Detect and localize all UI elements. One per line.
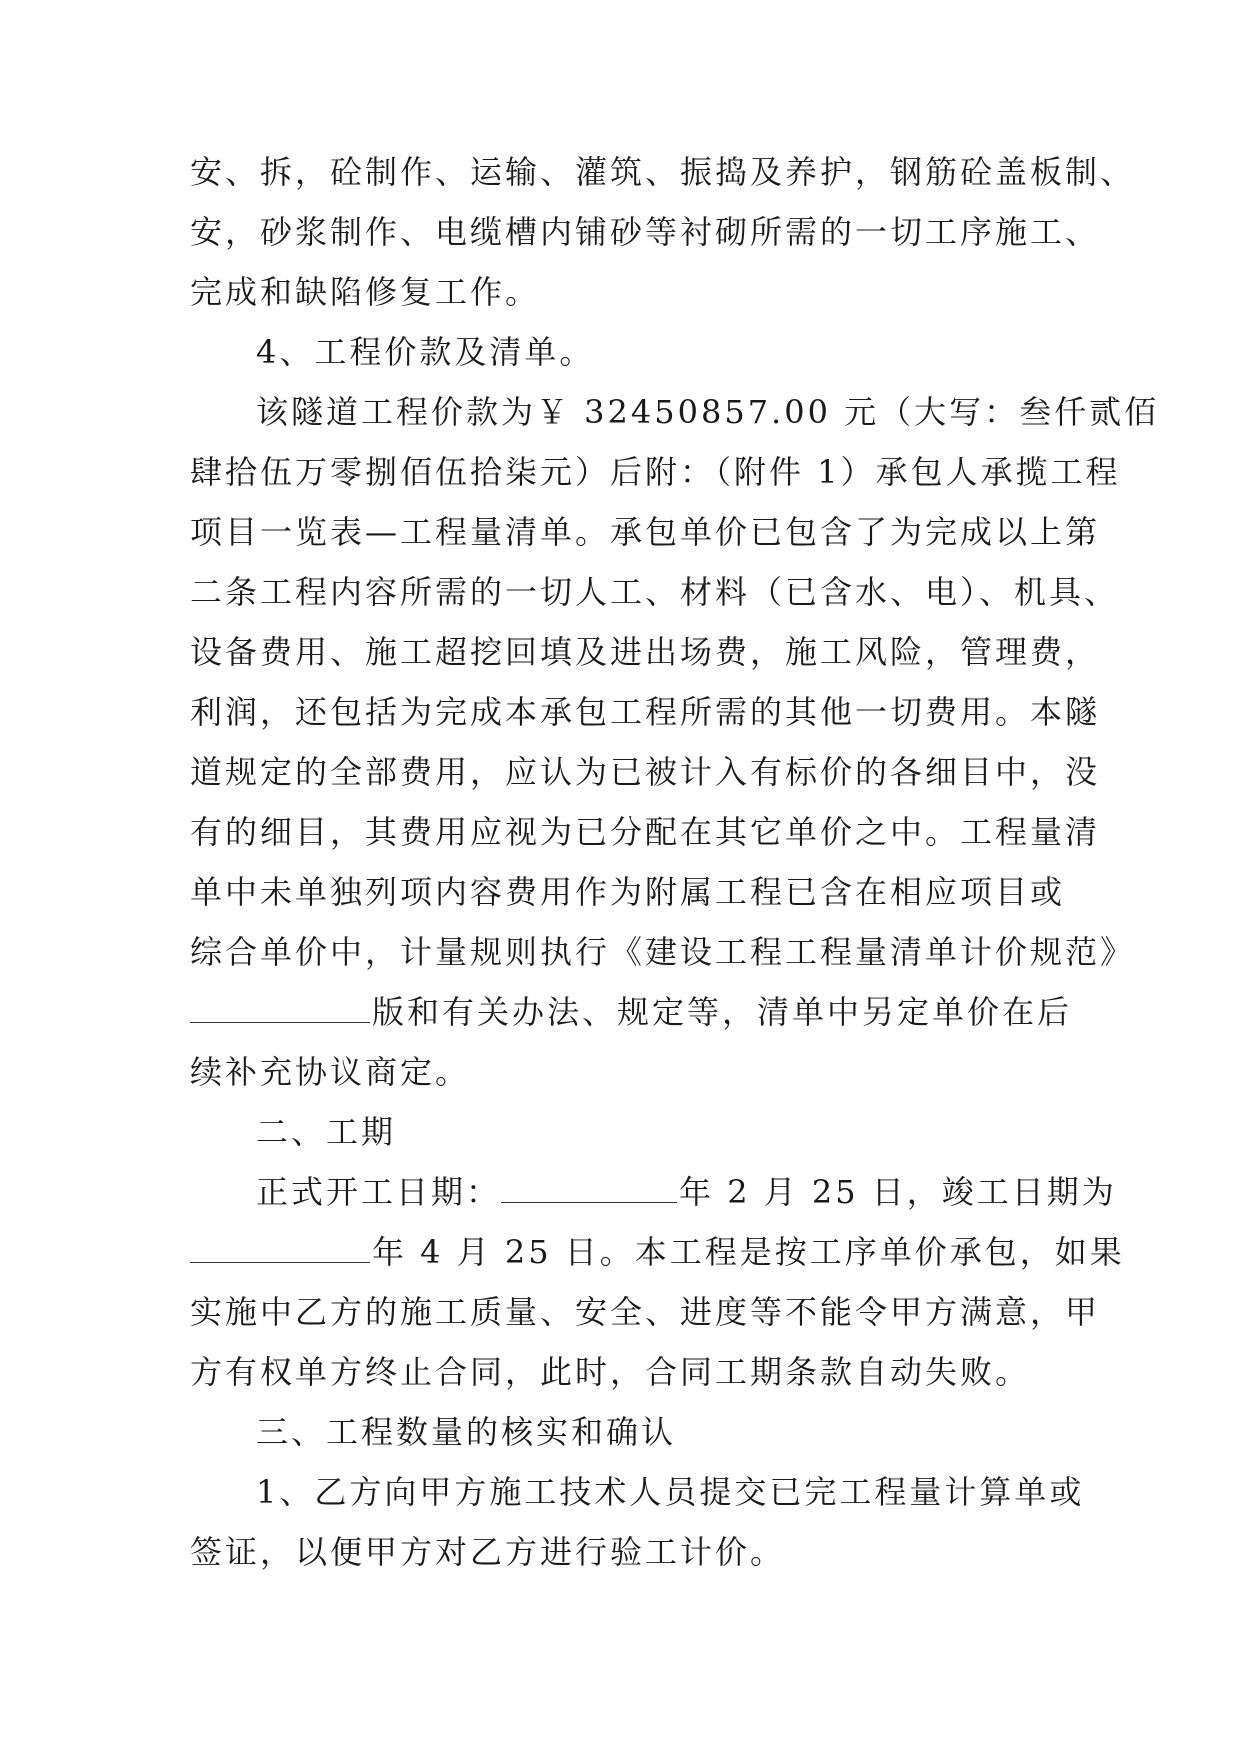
body-text-line: 该隧道工程价款为￥ 32450857.00 元（大写：叁仟贰佰 xyxy=(256,393,1160,431)
body-text-fragment: 正式开工日期： xyxy=(256,1173,502,1211)
body-text-line: 方有权单方终止合同，此时，合同工期条款自动失败。 xyxy=(190,1353,1031,1391)
body-text-line: 利润，还包括为完成本承包工程所需的其他一切费用。本隧 xyxy=(190,693,1101,731)
fill-in-blank xyxy=(190,992,370,1023)
body-text-line: 设备费用、施工超挖回填及进出场费，施工风险，管理费， xyxy=(190,633,1101,671)
body-text-line: 实施中乙方的施工质量、安全、进度等不能令甲方满意，甲 xyxy=(190,1293,1101,1331)
body-text-line: 完成和缺陷修复工作。 xyxy=(190,273,541,311)
body-text-line: 1、乙方向甲方施工技术人员提交已完工程量计算单或 xyxy=(256,1473,1085,1511)
body-text-line: 签证，以便甲方对乙方进行验工计价。 xyxy=(190,1533,786,1571)
body-text-line: 道规定的全部费用，应认为已被计入有标价的各细目中，没 xyxy=(190,753,1101,791)
body-text-line: 单中未单独列项内容费用作为附属工程已含在相应项目或 xyxy=(190,873,1066,911)
fill-in-blank xyxy=(190,1232,370,1263)
body-text-line: 安、拆，砼制作、运输、灌筑、振捣及养护，钢筋砼盖板制、 xyxy=(190,153,1136,191)
body-text-fragment: 年 2 月 25 日，竣工日期为 xyxy=(679,1173,1117,1211)
body-text-fragment: 版和有关办法、规定等，清单中另定单价在后 xyxy=(372,993,1073,1031)
body-text-line xyxy=(190,1227,1125,1277)
section-heading: 4、工程价款及清单。 xyxy=(256,333,595,371)
body-text-line: 二条工程内容所需的一切人工、材料（已含水、电）、机具、 xyxy=(190,573,1120,611)
body-text-line: 安，砂浆制作、电缆槽内铺砂等衬砌所需的一切工序施工、 xyxy=(190,213,1101,251)
body-text-line: 有的细目，其费用应视为已分配在其它单价之中。工程量清 xyxy=(190,813,1101,851)
section-heading: 三、工程数量的核实和确认 xyxy=(256,1413,677,1451)
body-text-line xyxy=(256,1167,1117,1217)
section-heading: 二、工期 xyxy=(256,1113,397,1151)
fill-in-blank xyxy=(501,1172,677,1203)
body-text-line xyxy=(190,987,1073,1037)
body-text-line: 项目一览表—工程量清单。承包单价已包含了为完成以上第 xyxy=(190,513,1101,551)
body-text-line: 续补充协议商定。 xyxy=(190,1053,471,1091)
body-text-fragment: 年 4 月 25 日。本工程是按工序单价承包，如果 xyxy=(372,1233,1125,1271)
body-text-line: 肆拾伍万零捌佰伍拾柒元）后附：（附件 1）承包人承揽工程 xyxy=(190,453,1121,491)
body-text-line: 综合单价中，计量规则执行《建设工程工程量清单计价规范》 xyxy=(190,933,1136,971)
